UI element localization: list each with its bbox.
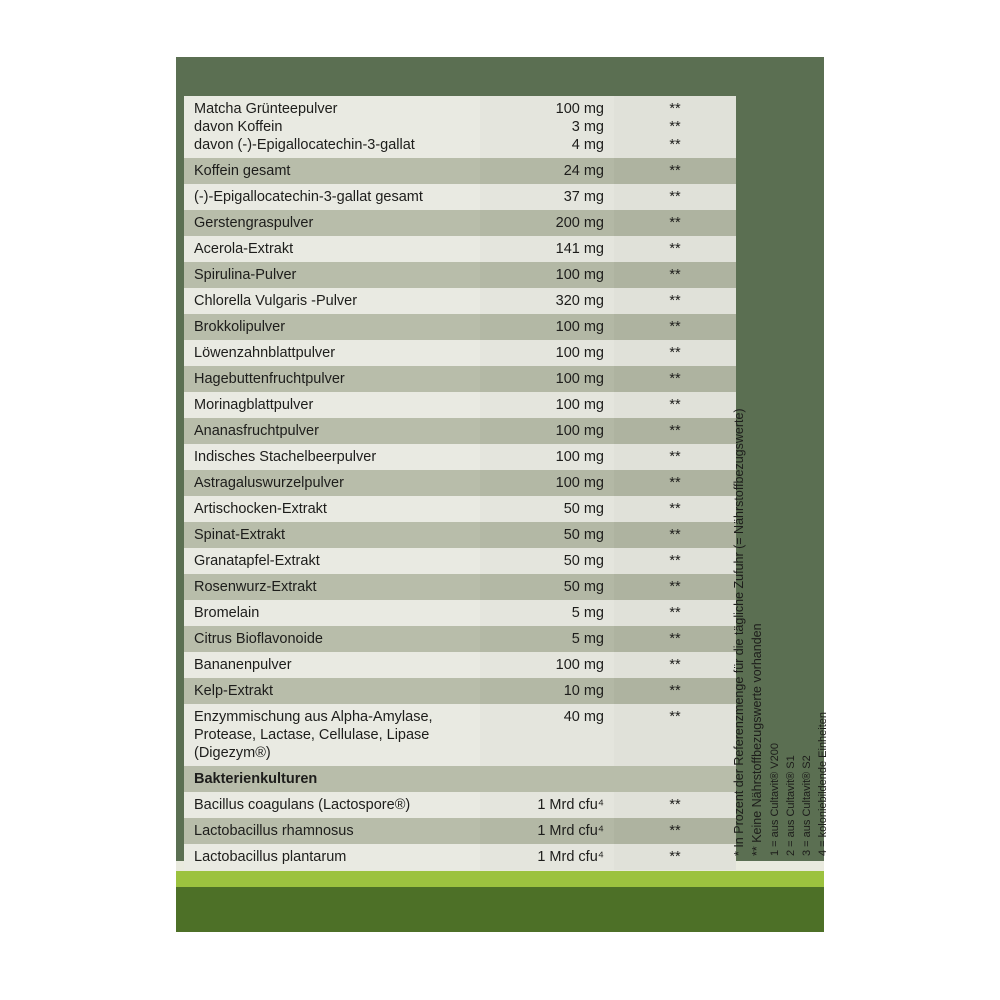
row-nrv: **	[614, 818, 736, 844]
table-row	[184, 262, 736, 288]
table-row	[184, 600, 736, 626]
row-nrv: **	[614, 418, 736, 444]
table-row	[184, 340, 736, 366]
row-amount: 100 mg	[480, 470, 614, 496]
row-nrv: **	[614, 844, 736, 870]
row-nrv: **	[614, 158, 736, 184]
row-nrv: **	[614, 600, 736, 626]
footnote-3: 3 = aus Cultavit® S2	[801, 755, 813, 856]
row-amount: 37 mg	[480, 184, 614, 210]
row-ingredient-name: Lactobacillus rhamnosus	[184, 818, 480, 844]
row-ingredient-name: Spinat-Extrakt	[184, 522, 480, 548]
row-ingredient-name: Rosenwurz-Extrakt	[184, 574, 480, 600]
footnote-1: 1 = aus Cultavit® V200	[769, 743, 781, 856]
footnote-asterisk: * In Prozent der Referenzmenge für die tägliche Zufuhr (= Nährstoffbezugswerte)	[732, 408, 746, 856]
row-amount: 1 Mrd cfu⁴	[480, 844, 614, 870]
row-ingredient-name: Acerola-Extrakt	[184, 236, 480, 262]
row-amount: 24 mg	[480, 158, 614, 184]
table-row	[184, 444, 736, 470]
row-amount: 1 Mrd cfu⁴	[480, 792, 614, 818]
row-amount: 50 mg	[480, 522, 614, 548]
footnote-double-asterisk: ** Keine Nährstoffbezugswerte vorhanden	[750, 623, 764, 856]
row-amount: 100 mg	[480, 366, 614, 392]
table-row	[184, 366, 736, 392]
table-row	[184, 288, 736, 314]
row-ingredient-name: Granatapfel-Extrakt	[184, 548, 480, 574]
row-ingredient-name: Indisches Stachelbeerpulver	[184, 444, 480, 470]
row-ingredient-name: Matcha Grünteepulver davon Koffein davon (-)-Epigallocatechin-3-gallat	[184, 96, 480, 158]
row-amount: 10 mg	[480, 678, 614, 704]
row-amount: 40 mg	[480, 704, 614, 766]
table-row	[184, 522, 736, 548]
footnote-4: 4 = koloniebildende Einheiten	[817, 711, 829, 856]
row-ingredient-name: Brokkolipulver	[184, 314, 480, 340]
row-ingredient-name: Spirulina-Pulver	[184, 262, 480, 288]
row-ingredient-name: Artischocken-Extrakt	[184, 496, 480, 522]
row-ingredient-name: Astragaluswurzelpulver	[184, 470, 480, 496]
row-nrv: **	[614, 340, 736, 366]
row-ingredient-name: Morinagblattpulver	[184, 392, 480, 418]
row-ingredient-name: Bananenpulver	[184, 652, 480, 678]
row-amount: 100 mg	[480, 262, 614, 288]
row-amount: 5 mg	[480, 626, 614, 652]
table-row	[184, 496, 736, 522]
row-ingredient-name: Enzymmischung aus Alpha-Amylase, Protease, Lactase, Cellulase, Lipase (Digezym®)	[184, 704, 480, 766]
row-amount: 100 mg 3 mg 4 mg	[480, 96, 614, 158]
row-amount: 50 mg	[480, 496, 614, 522]
row-amount: 100 mg	[480, 340, 614, 366]
table-row	[184, 792, 736, 818]
row-ingredient-name: Chlorella Vulgaris -Pulver	[184, 288, 480, 314]
row-amount: 100 mg	[480, 652, 614, 678]
row-nrv-subline: **	[669, 137, 681, 153]
row-nrv: **	[614, 626, 736, 652]
panel-stripe-green	[176, 887, 824, 932]
row-nrv: **	[614, 314, 736, 340]
row-ingredient-name: Bromelain	[184, 600, 480, 626]
row-nrv: **	[614, 496, 736, 522]
table-row	[184, 548, 736, 574]
row-amount: 100 mg	[480, 392, 614, 418]
row-ingredient-subline: davon Koffein	[194, 119, 283, 135]
row-ingredient-name: Lactobacillus plantarum	[184, 844, 480, 870]
row-amount: 1 Mrd cfu⁴	[480, 818, 614, 844]
table-row	[184, 470, 736, 496]
row-nrv: **	[614, 678, 736, 704]
row-nrv: ** ** **	[614, 96, 736, 158]
row-amount: 100 mg	[480, 314, 614, 340]
row-nrv: **	[614, 392, 736, 418]
row-amount: 5 mg	[480, 600, 614, 626]
row-nrv: **	[614, 792, 736, 818]
row-ingredient-name: Hagebuttenfruchtpulver	[184, 366, 480, 392]
row-nrv: **	[614, 366, 736, 392]
row-nrv	[614, 766, 736, 792]
row-nrv: **	[614, 652, 736, 678]
panel-stripe-lime	[176, 871, 824, 887]
row-nrv-subline: **	[669, 119, 681, 135]
row-nrv: **	[614, 574, 736, 600]
table-row	[184, 704, 736, 766]
row-ingredient-name: Löwenzahnblattpulver	[184, 340, 480, 366]
row-amount: 100 mg	[480, 444, 614, 470]
row-nrv: **	[614, 236, 736, 262]
row-nrv: **	[614, 184, 736, 210]
table-row	[184, 652, 736, 678]
row-amount-subline: 3 mg	[571, 119, 604, 135]
table-row	[184, 210, 736, 236]
row-amount-subline: 4 mg	[571, 137, 604, 153]
table-row	[184, 626, 736, 652]
table-row	[184, 184, 736, 210]
footnotes-block	[732, 96, 852, 856]
table-row	[184, 314, 736, 340]
row-amount: 320 mg	[480, 288, 614, 314]
row-ingredient-name: Kelp-Extrakt	[184, 678, 480, 704]
row-nrv: **	[614, 444, 736, 470]
table-row	[184, 418, 736, 444]
row-ingredient-subline: davon (-)-Epigallocatechin-3-gallat	[194, 137, 415, 153]
table-section-header	[184, 766, 736, 792]
row-nrv: **	[614, 548, 736, 574]
table-row	[184, 392, 736, 418]
table-row	[184, 96, 736, 158]
table-row	[184, 236, 736, 262]
row-nrv: **	[614, 470, 736, 496]
row-ingredient-name: (-)-Epigallocatechin-3-gallat gesamt	[184, 184, 480, 210]
row-ingredient-name: Koffein gesamt	[184, 158, 480, 184]
table-row	[184, 818, 736, 844]
row-nrv: **	[614, 288, 736, 314]
table-row	[184, 678, 736, 704]
ingredient-table	[184, 96, 736, 870]
row-amount	[480, 766, 614, 792]
row-nrv: **	[614, 262, 736, 288]
row-ingredient-name: Gerstengraspulver	[184, 210, 480, 236]
row-ingredient-name: Citrus Bioflavonoide	[184, 626, 480, 652]
table-row	[184, 844, 736, 870]
row-nrv: **	[614, 704, 736, 766]
row-ingredient-name: Ananasfruchtpulver	[184, 418, 480, 444]
table-row	[184, 574, 736, 600]
row-amount: 141 mg	[480, 236, 614, 262]
row-nrv: **	[614, 522, 736, 548]
row-nrv: **	[614, 210, 736, 236]
row-amount: 50 mg	[480, 548, 614, 574]
row-amount: 50 mg	[480, 574, 614, 600]
row-ingredient-name: Bakterienkulturen	[184, 766, 480, 792]
row-amount: 100 mg	[480, 418, 614, 444]
table-row	[184, 158, 736, 184]
row-amount: 200 mg	[480, 210, 614, 236]
footnote-2: 2 = aus Cultavit® S1	[785, 755, 797, 856]
row-ingredient-name: Bacillus coagulans (Lactospore®)	[184, 792, 480, 818]
